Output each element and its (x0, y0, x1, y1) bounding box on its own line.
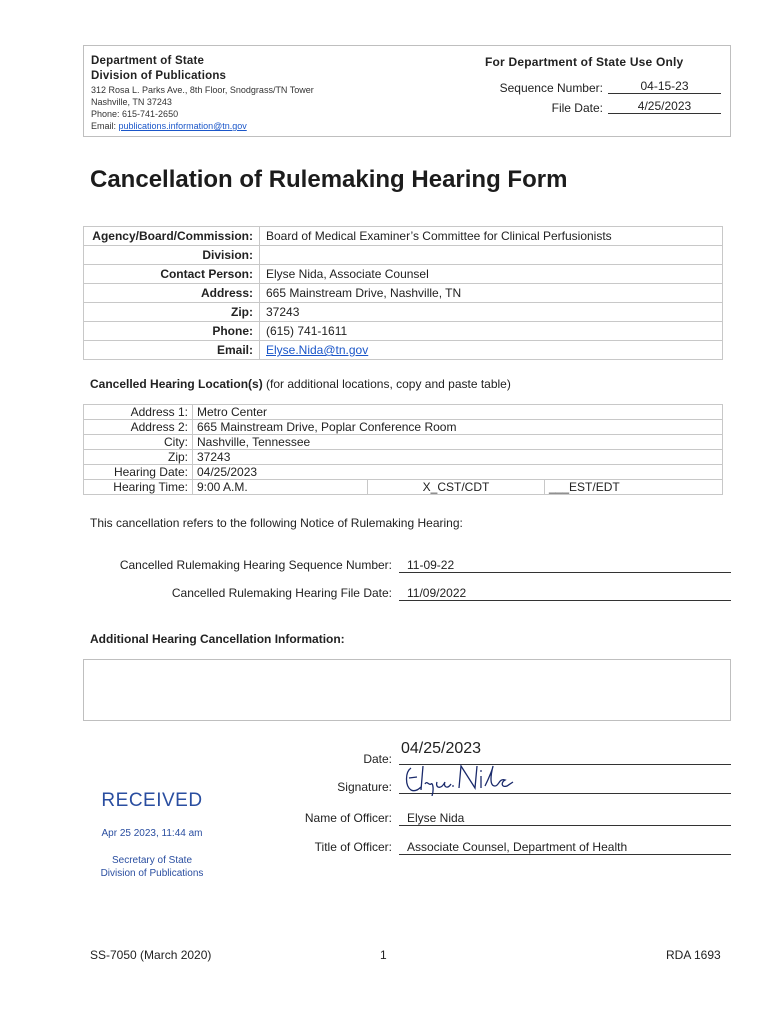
officer-name-value: Elyse Nida (399, 811, 731, 826)
received-stamp: RECEIVED (101, 790, 203, 811)
location-heading-note: (for additional locations, copy and paste table) (262, 377, 511, 391)
contact-email-link[interactable]: Elyse.Nida@tn.gov (266, 343, 369, 357)
address1-value: Metro Center (193, 405, 723, 420)
table-row (84, 341, 723, 360)
additional-info-heading: Additional Hearing Cancellation Information: (90, 632, 345, 646)
officer-title-label: Title of Officer: (314, 840, 392, 854)
dept-phone: Phone: 615-741-2650 (91, 109, 179, 119)
table-row (84, 284, 723, 303)
location-heading-title: Cancelled Hearing Location(s) (90, 377, 263, 391)
phone-value: (615) 741-1611 (260, 322, 723, 341)
hearing-time-label: Hearing Time: (84, 480, 193, 495)
table-row (84, 265, 723, 284)
officer-title-value: Associate Counsel, Department of Health (399, 840, 731, 855)
table-row (84, 465, 723, 480)
phone-label: Phone: (84, 322, 260, 341)
page-title: Cancellation of Rulemaking Hearing Form (90, 166, 568, 193)
dept-email-link[interactable]: publications.information@tn.gov (118, 121, 247, 131)
additional-info-box[interactable] (83, 659, 731, 721)
loc-zip-value: 37243 (193, 450, 723, 465)
page-number: 1 (380, 948, 387, 962)
address2-label: Address 2: (84, 420, 193, 435)
file-date-label: File Date: (551, 101, 603, 115)
file-date-value: 4/25/2023 (608, 99, 721, 114)
rda-number: RDA 1693 (666, 948, 721, 962)
table-row (84, 303, 723, 322)
address2-value: 665 Mainstream Drive, Poplar Conference Room (193, 420, 723, 435)
officer-name-label: Name of Officer: (304, 811, 392, 825)
timezone-est-text: ___EST/EDT (549, 480, 620, 494)
received-division: Division of Publications (100, 868, 204, 879)
cancelled-date-value: 11/09/2022 (399, 586, 731, 601)
signoff-date-value: 04/25/2023 (399, 740, 731, 765)
address-value: 665 Mainstream Drive, Nashville, TN (260, 284, 723, 303)
received-office: Secretary of State (111, 855, 193, 866)
signature-graphic (401, 762, 521, 796)
location-table (83, 404, 723, 495)
email-label: Email: (84, 341, 260, 360)
table-row (84, 405, 723, 420)
cancelled-seq-label: Cancelled Rulemaking Hearing Sequence Number: (119, 558, 392, 572)
agency-table (83, 226, 723, 360)
division-label: Division: (84, 246, 260, 265)
dept-name: Department of State (91, 55, 205, 67)
hearing-date-label: Hearing Date: (84, 465, 193, 480)
contact-label: Contact Person: (84, 265, 260, 284)
location-heading (90, 377, 511, 391)
table-row (84, 227, 723, 246)
table-row (84, 420, 723, 435)
table-row (84, 480, 723, 495)
cancelled-seq-value: 11-09-22 (399, 558, 731, 573)
notice-intro: This cancellation refers to the following Notice of Rulemaking Hearing: (90, 516, 463, 530)
city-value: Nashville, Tennessee (193, 435, 723, 450)
table-row (84, 322, 723, 341)
division-value (260, 246, 723, 265)
cancelled-date-label: Cancelled Rulemaking Hearing File Date: (171, 586, 392, 600)
address-label: Address: (84, 284, 260, 303)
table-row (84, 435, 723, 450)
received-datetime: Apr 25 2023, 11:44 am (101, 828, 203, 839)
hearing-time-value: 9:00 A.M. (193, 480, 368, 495)
timezone-est (545, 480, 723, 495)
sequence-number-value: 04-15-23 (608, 79, 721, 94)
signature-line (399, 766, 731, 794)
address1-label: Address 1: (84, 405, 193, 420)
city-label: City: (84, 435, 193, 450)
sequence-number-label: Sequence Number: (499, 81, 603, 95)
zip-label: Zip: (84, 303, 260, 322)
form-number: SS-7050 (March 2020) (90, 948, 212, 962)
table-row (84, 450, 723, 465)
agency-label: Agency/Board/Commission: (84, 227, 260, 246)
zip-value: 37243 (260, 303, 723, 322)
table-row (84, 246, 723, 265)
email-value (260, 341, 723, 360)
use-only-label: For Department of State Use Only (485, 55, 684, 69)
dept-city: Nashville, TN 37243 (91, 97, 172, 107)
dept-email-label: Email: (91, 121, 117, 131)
dept-address: 312 Rosa L. Parks Ave., 8th Floor, Snodgrass/TN Tower (91, 85, 314, 95)
loc-zip-label: Zip: (84, 450, 193, 465)
signature-label: Signature: (337, 780, 392, 794)
timezone-cst: X_CST/CDT (368, 480, 545, 495)
hearing-date-value: 04/25/2023 (193, 465, 723, 480)
signoff-date-label: Date: (363, 752, 392, 766)
dept-email-row (91, 120, 247, 132)
division-name: Division of Publications (91, 70, 227, 82)
agency-value: Board of Medical Examiner’s Committee for Clinical Perfusionists (260, 227, 723, 246)
contact-value: Elyse Nida, Associate Counsel (260, 265, 723, 284)
